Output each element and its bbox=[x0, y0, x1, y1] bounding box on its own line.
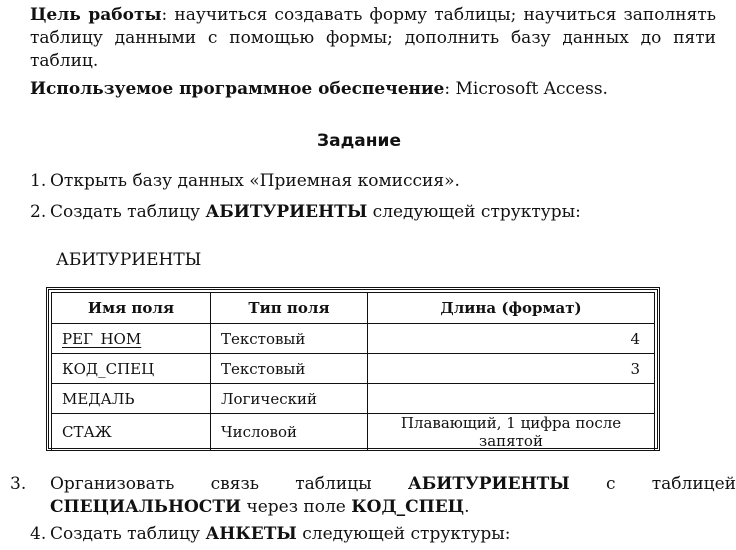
fields-table bbox=[51, 292, 655, 451]
task-item-bold: СПЕЦИАЛЬНОСТИ bbox=[50, 497, 242, 517]
task-item-text-before: Организовать связь таблицы bbox=[50, 474, 408, 494]
task-item-1 bbox=[30, 170, 716, 193]
task-item-bold: КОД_СПЕЦ bbox=[351, 497, 465, 517]
software-text: : Microsoft Access. bbox=[444, 79, 608, 99]
task-item-number: 2. bbox=[30, 202, 47, 222]
task-heading: Задание bbox=[317, 131, 401, 151]
cell-field-type: Текстовый bbox=[211, 324, 368, 354]
cell-field-type: Текстовый bbox=[211, 354, 368, 384]
task-item-bold: АБИТУРИЕНТЫ bbox=[205, 202, 368, 222]
task-item-4 bbox=[30, 523, 716, 546]
cell-field-name: МЕДАЛЬ bbox=[52, 384, 211, 414]
cell-field-name: СТАЖ bbox=[52, 414, 211, 451]
cell-field-type: Логический bbox=[211, 384, 368, 414]
goal-label: Цель работы bbox=[30, 5, 162, 25]
table-row bbox=[52, 384, 655, 414]
task-item-2 bbox=[30, 201, 716, 224]
cell-field-type: Числовой bbox=[211, 414, 368, 451]
task-item-text-mid: через поле bbox=[241, 497, 352, 517]
goal-paragraph bbox=[30, 4, 716, 73]
table-caption: АБИТУРИЕНТЫ bbox=[56, 250, 202, 270]
software-paragraph bbox=[30, 78, 716, 101]
cell-field-name: КОД_СПЕЦ bbox=[52, 354, 211, 384]
cell-field-length: Плавающий, 1 цифра после запятой bbox=[368, 414, 655, 451]
task-item-text: Открыть базу данных «Приемная комиссия». bbox=[50, 171, 460, 191]
header-field-name: Имя поля bbox=[52, 293, 211, 324]
task-item-text-after: следующей структуры: bbox=[296, 524, 511, 544]
cell-field-length: 4 bbox=[368, 324, 655, 354]
cell-field-name bbox=[52, 324, 211, 354]
goal-text: : научиться создавать форму таблицы; научиться заполнять таблицу данными с помощью формы; дополнить базу данных до пяти таблиц. bbox=[30, 5, 717, 71]
task-item-bold: АБИТУРИЕНТЫ bbox=[407, 474, 570, 494]
task-item-number: 1. bbox=[30, 171, 47, 191]
task-item-bold: АНКЕТЫ bbox=[205, 524, 297, 544]
table-row bbox=[52, 354, 655, 384]
table-row bbox=[52, 414, 655, 451]
task-item-text-after: . bbox=[464, 497, 470, 517]
task-item-3 bbox=[10, 473, 736, 519]
task-item-text-before: Создать таблицу bbox=[50, 524, 206, 544]
task-item-text-after: следующей структуры: bbox=[367, 202, 581, 222]
header-field-type: Тип поля bbox=[211, 293, 368, 324]
task-item-text-mid: с таблицей bbox=[569, 474, 736, 494]
task-item-number: 4. bbox=[30, 524, 47, 544]
cell-field-length: 3 bbox=[368, 354, 655, 384]
fields-table-frame bbox=[46, 287, 660, 451]
cell-field-length bbox=[368, 384, 655, 414]
table-header-row bbox=[52, 293, 655, 324]
task-item-number: 3. bbox=[10, 474, 27, 494]
task-item-text-before: Создать таблицу bbox=[50, 202, 206, 222]
header-field-length: Длина (формат) bbox=[368, 293, 655, 324]
table-row bbox=[52, 324, 655, 354]
key-field-name: РЕГ_НОМ bbox=[62, 329, 142, 348]
software-label: Используемое программное обеспечение bbox=[30, 79, 445, 99]
